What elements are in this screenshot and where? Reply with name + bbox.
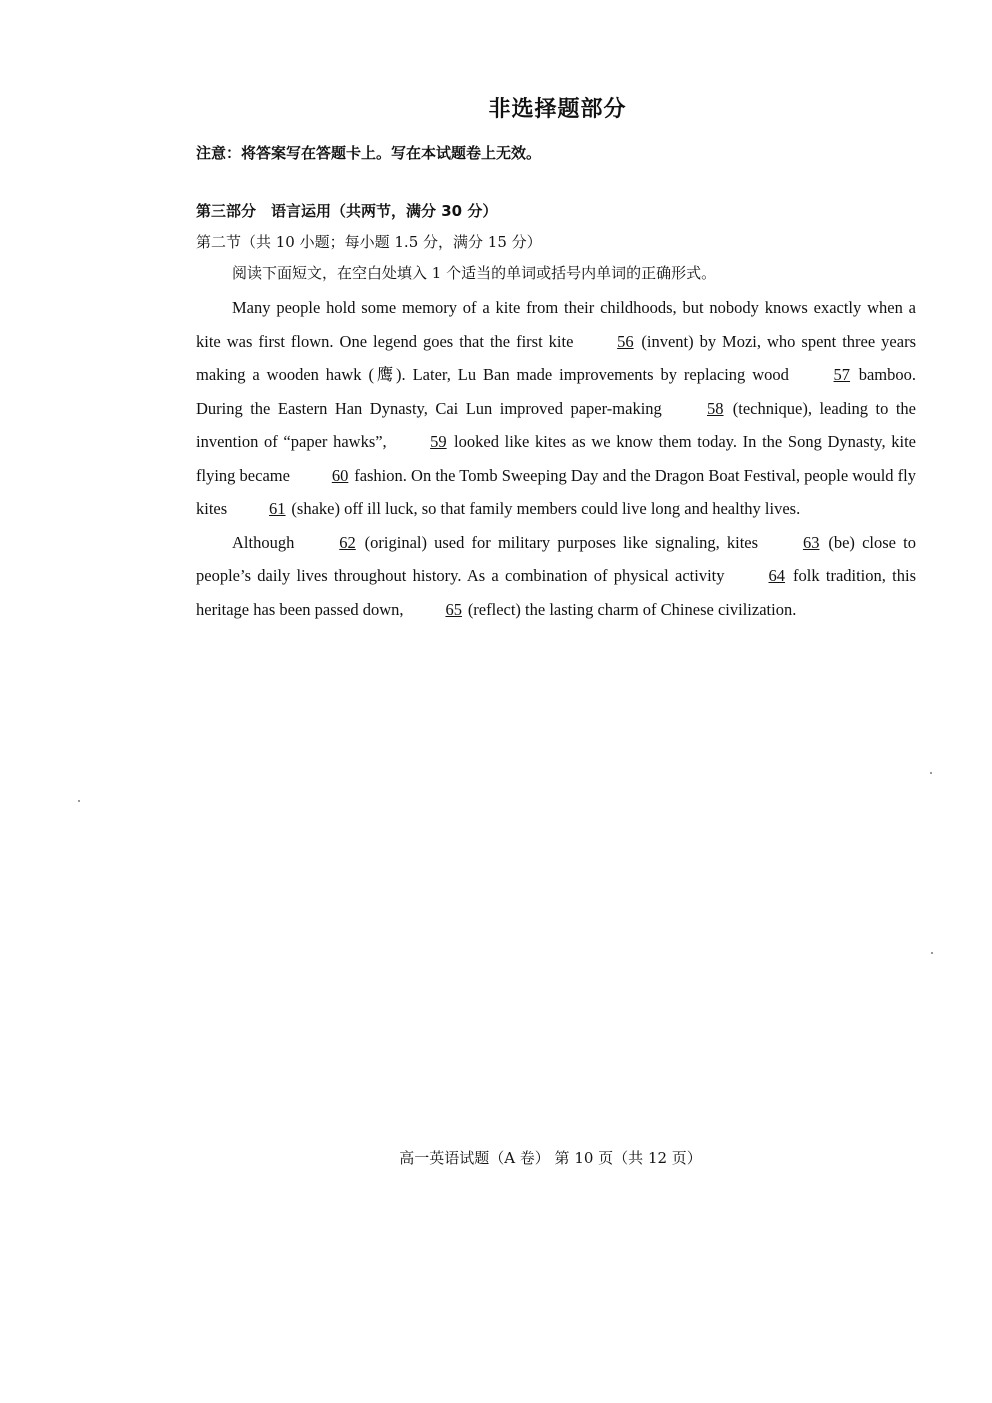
reading-passage bbox=[196, 291, 916, 626]
blank-60: 60 bbox=[331, 465, 349, 485]
passage-text: (technique), leading to the invention of “paper hawks”, bbox=[196, 398, 916, 451]
passage-text: (be) close to people’s daily lives throughout history. As a combination of physical activity bbox=[196, 532, 916, 585]
page-title: 非选择题部分 bbox=[488, 97, 627, 122]
passage-text: looked like kites as we know them today. In the Song Dynasty, kite flying became bbox=[196, 432, 916, 485]
subsection-heading: 第二节（共 10 小题；每小题 1.5 分，满分 15 分） bbox=[196, 233, 542, 251]
blank-61: 61 bbox=[269, 499, 286, 518]
passage-text: fashion. On the Tomb Sweeping Day and the Dragon Boat Festival, people would fly kites bbox=[196, 465, 917, 518]
instruction-text: 阅读下面短文，在空白处填入 1 个适当的单词或括号内单词的正确形式。 bbox=[232, 264, 717, 282]
page-footer: 高一英语试题（A 卷） 第 10 页（共 12 页） bbox=[399, 1149, 702, 1167]
paragraph-1 bbox=[196, 291, 916, 526]
blank-62: 62 bbox=[339, 532, 356, 552]
answer-note: 注意：将答案写在答题卡上。写在本试题卷上无效。 bbox=[196, 144, 542, 162]
passage-text: (shake) off ill luck, so that family members could live long and healthy lives. bbox=[287, 499, 801, 518]
passage-text: (reflect) the lasting charm of Chinese civilization. bbox=[463, 599, 797, 619]
blank-58: 58 bbox=[707, 398, 724, 418]
scan-speck bbox=[930, 772, 932, 774]
passage-text: folk tradition, this heritage has been passed down, bbox=[196, 566, 916, 619]
passage-text: (invent) by Mozi, who spent three years making a wooden hawk (鹰). Later, Lu Ban made improvements by replacing wood bbox=[196, 331, 916, 384]
passage-text: Although bbox=[232, 532, 302, 552]
passage-text: bamboo. During the Eastern Han Dynasty, Cai Lun improved paper-making bbox=[196, 365, 916, 418]
passage-text: (original) used for military purposes like signaling, kites bbox=[357, 532, 766, 552]
section-heading: 第三部分 语言运用（共两节，满分 30 分） bbox=[196, 202, 498, 220]
scan-speck bbox=[931, 952, 933, 954]
paragraph-2 bbox=[196, 526, 916, 627]
passage-text: Many people hold some memory of a kite from their childhoods, but nobody knows exactly when a kite was first flown. One legend goes that the first kite bbox=[196, 298, 916, 351]
blank-59: 59 bbox=[430, 432, 447, 451]
blank-64: 64 bbox=[768, 566, 786, 585]
blank-63: 63 bbox=[802, 532, 820, 552]
blank-57: 57 bbox=[833, 365, 851, 384]
blank-56: 56 bbox=[617, 331, 634, 351]
blank-65: 65 bbox=[445, 599, 462, 619]
scan-speck bbox=[78, 800, 80, 802]
